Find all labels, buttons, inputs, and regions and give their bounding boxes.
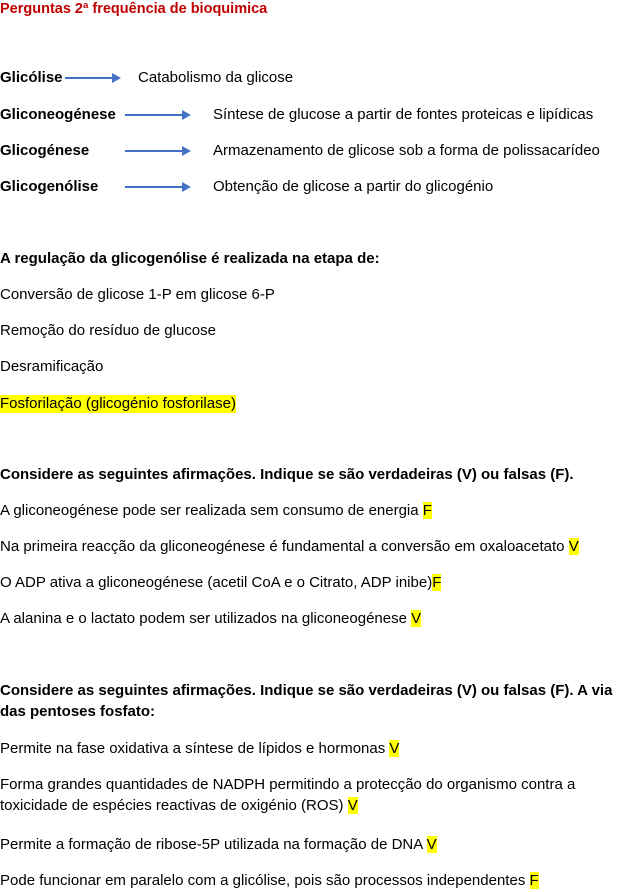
statement-item [0, 538, 579, 556]
statement-item [0, 774, 642, 816]
arrow-right-icon [125, 146, 191, 156]
arrow-right-icon [125, 182, 191, 192]
answer-badge: F [422, 502, 432, 519]
answer-badge: F [529, 872, 539, 889]
statement-text: Forma grandes quantidades de NADPH permitindo a protecção do organismo contra a toxicidade de espécies reactivas de oxigénio (ROS) [0, 776, 576, 814]
pathway-definition: Síntese de glucose a partir de fontes proteicas e lipídicas [213, 106, 594, 123]
answer-badge: V [347, 797, 358, 814]
answer-badge: V [568, 538, 579, 555]
statement-item [0, 574, 441, 592]
answer-option-correct: Fosforilação (glicogénio fosforilase) [0, 395, 236, 412]
pathway-term-glicogenolise: Glicogenólise [0, 178, 99, 195]
page-title: Perguntas 2ª frequência de bioquimica [0, 1, 268, 17]
arrow-right-icon [65, 73, 121, 83]
statement-item [0, 610, 421, 628]
pathway-definition: Armazenamento de glicose sob a forma de polissacarídeo [213, 142, 600, 159]
answer-option: Desramificação [0, 358, 104, 375]
statement-text: Pode funcionar em paralelo com a glicólise, pois são processos independentes [0, 872, 526, 889]
answer-badge: V [389, 740, 400, 757]
statement-item [0, 872, 539, 890]
pathway-term-glicogenese: Glicogénese [0, 142, 90, 159]
question-heading: A regulação da glicogenólise é realizada na etapa de: [0, 250, 380, 267]
answer-option: Remoção do resíduo de glucose [0, 322, 216, 339]
statement-item [0, 740, 399, 758]
statement-item [0, 836, 437, 854]
answer-option: Conversão de glicose 1-P em glicose 6-P [0, 286, 275, 303]
pathway-definition: Obtenção de glicose a partir do glicogénio [213, 178, 494, 195]
statement-item [0, 502, 432, 520]
answer-badge: V [426, 836, 437, 853]
statement-text: O ADP ativa a gliconeogénese (acetil CoA e o Citrato, ADP inibe) [0, 574, 433, 591]
statement-text: Na primeira reacção da gliconeogénese é fundamental a conversão em oxaloacetato [0, 538, 565, 555]
statement-text: Permite na fase oxidativa a síntese de lípidos e hormonas [0, 740, 386, 757]
answer-badge: F [432, 574, 442, 591]
question-heading: Considere as seguintes afirmações. Indique se são verdadeiras (V) ou falsas (F). [0, 466, 574, 483]
statement-text: A gliconeogénese pode ser realizada sem consumo de energia [0, 502, 419, 519]
statement-text: A alanina e o lactato podem ser utilizados na gliconeogénese [0, 610, 407, 627]
pathway-term-gliconeogenese: Gliconeogénese [0, 106, 116, 123]
answer-badge: V [411, 610, 422, 627]
pathway-term-glicolise: Glicólise [0, 69, 63, 86]
question-heading: Considere as seguintes afirmações. Indique se são verdadeiras (V) ou falsas (F). A via das pentoses fosfato: [0, 682, 613, 720]
arrow-right-icon [125, 110, 191, 120]
pathway-definition: Catabolismo da glicose [138, 69, 294, 86]
statement-text: Permite a formação de ribose-5P utilizada na formação de DNA [0, 836, 423, 853]
